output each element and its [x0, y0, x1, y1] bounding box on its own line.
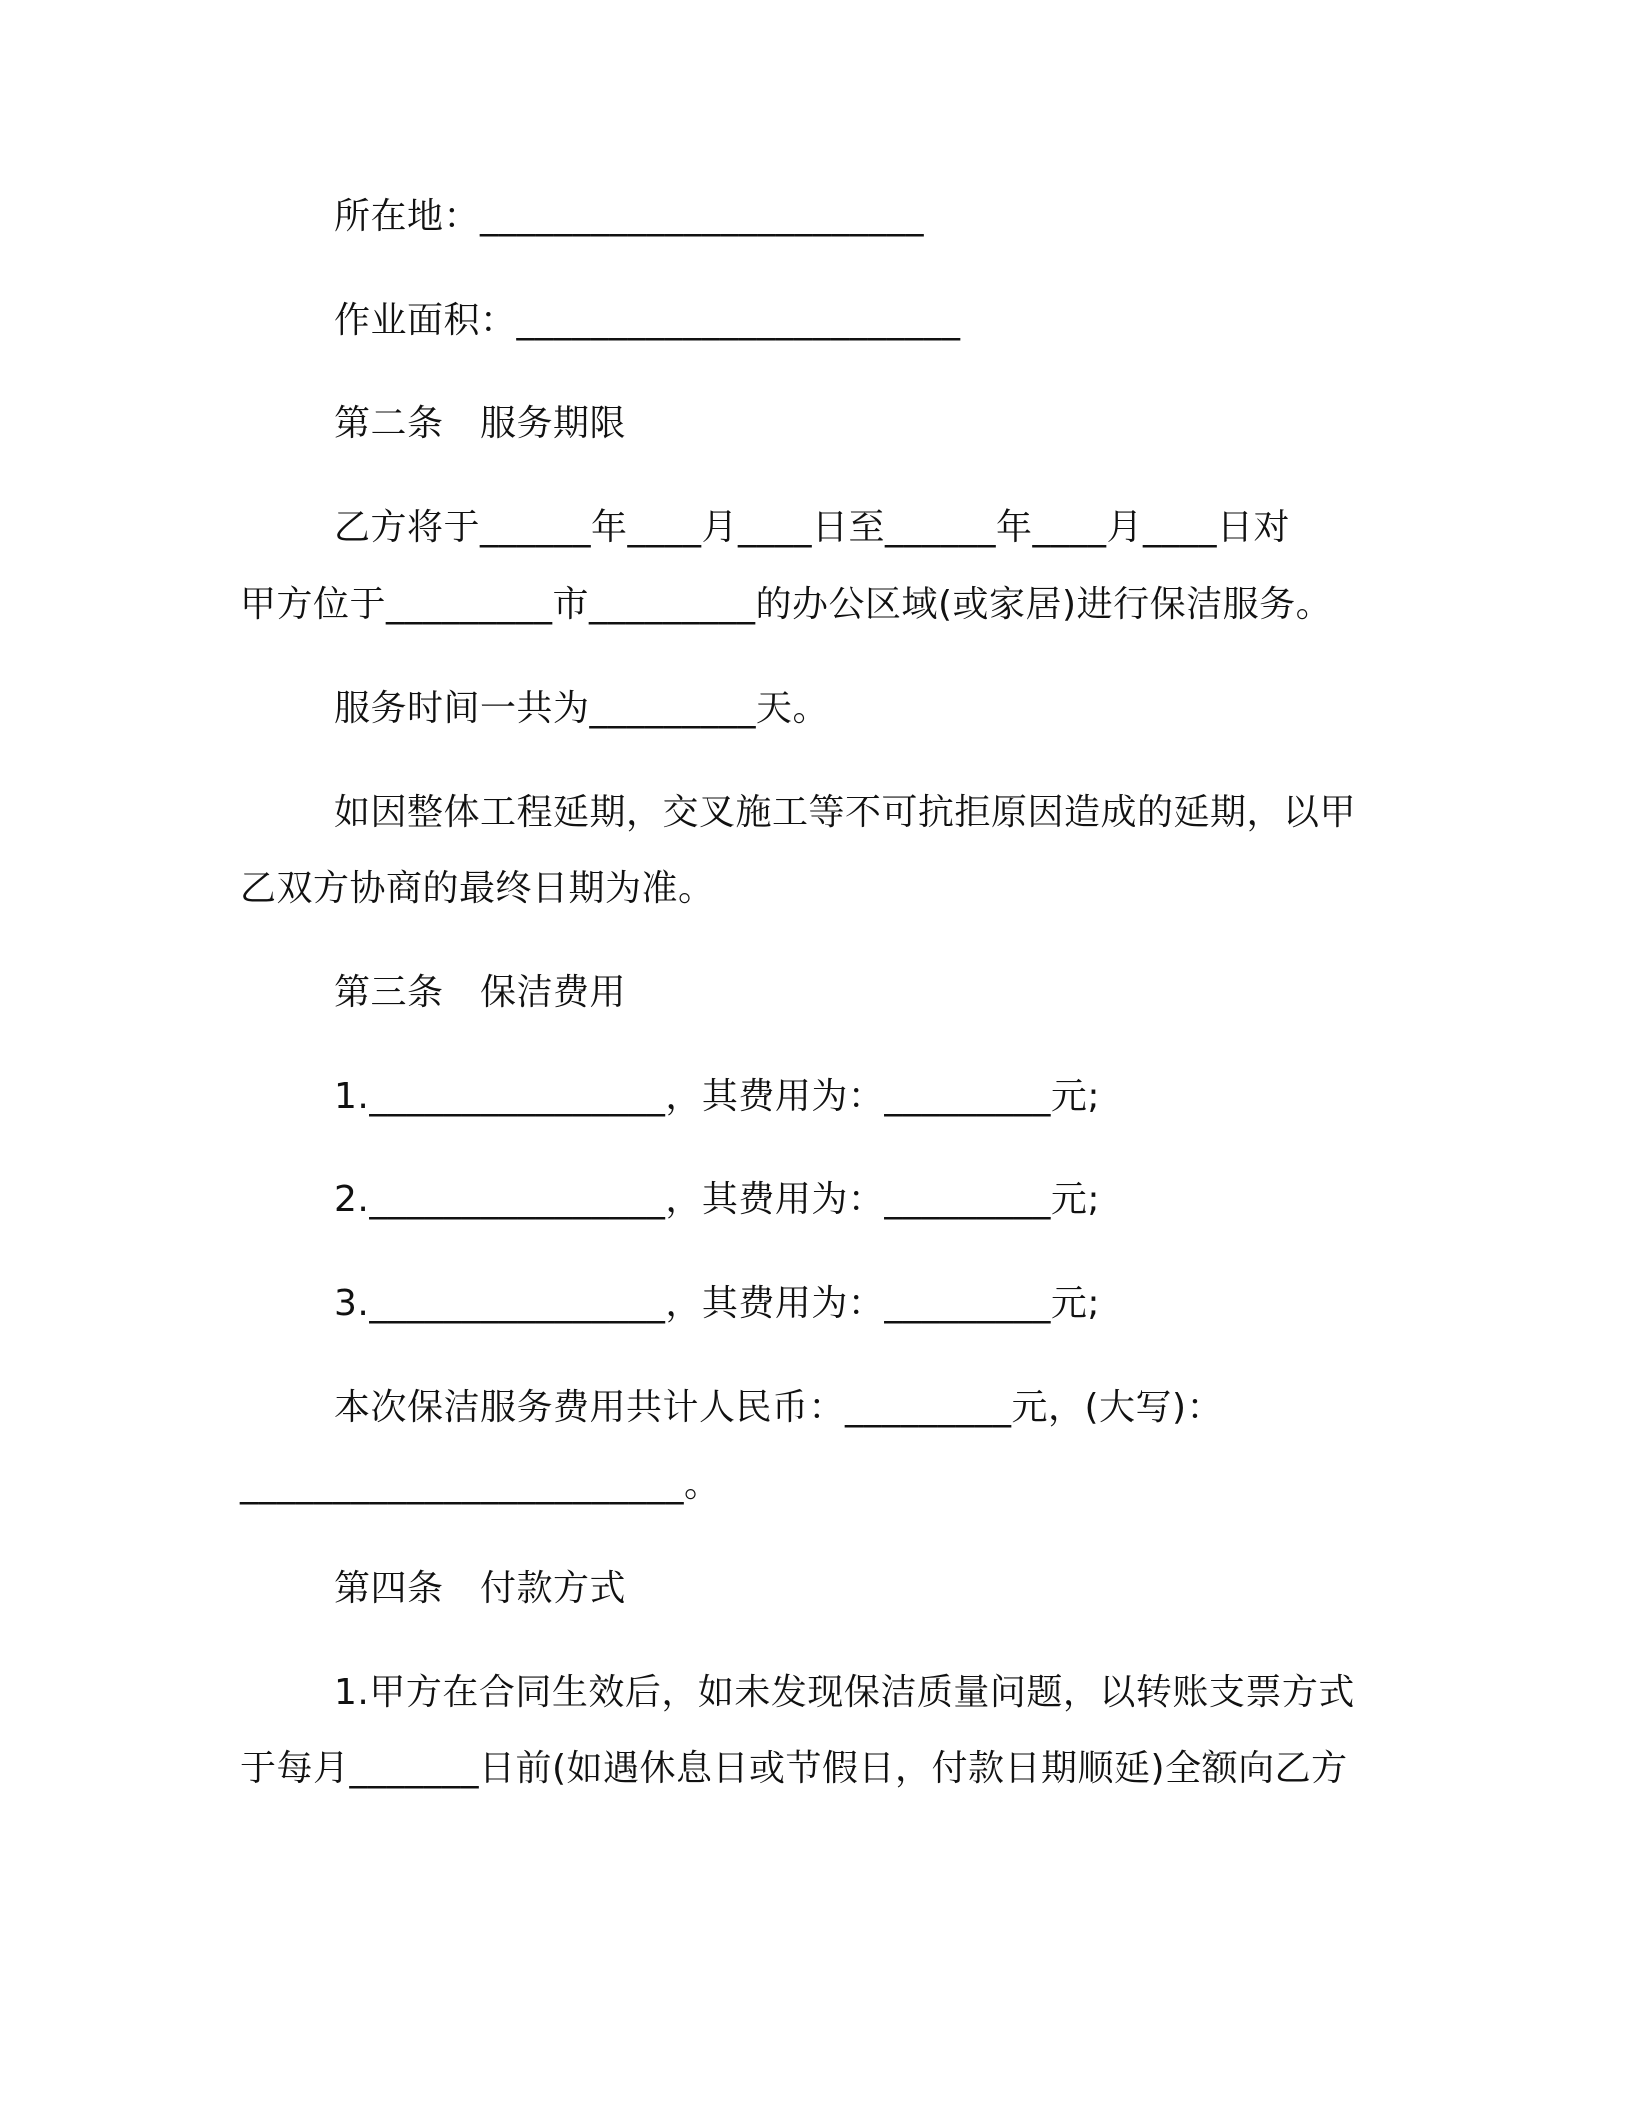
payment-clause-line-1: 1.甲方在合同生效后，如未发现保洁质量问题，以转账支票方式	[334, 1672, 1355, 1713]
delay-clause-line-2: 乙双方协商的最终日期为准。	[240, 868, 715, 909]
total-fee-line-1: 本次保洁服务费用共计人民币：_________元，(大写)：	[334, 1387, 1224, 1428]
service-days-line: 服务时间一共为_________天。	[334, 688, 830, 729]
total-fee-line-2: ________________________。	[240, 1464, 721, 1505]
article-3-heading: 第三条 保洁费用	[334, 972, 627, 1013]
payment-clause-line-2: 于每月_______日前(如遇休息日或节假日，付款日期顺延)全额向乙方	[240, 1748, 1348, 1789]
fee-item-1: 1.________________，其费用为：_________元;	[334, 1076, 1100, 1117]
fee-item-2: 2.________________，其费用为：_________元;	[334, 1179, 1100, 1220]
delay-clause-line-1: 如因整体工程延期，交叉施工等不可抗拒原因造成的延期，以甲	[334, 792, 1357, 833]
article-4-heading: 第四条 付款方式	[334, 1568, 627, 1609]
work-area-field-line: 作业面积：________________________	[334, 300, 961, 341]
service-period-line-1: 乙方将于______年____月____日至______年____月____日对	[334, 507, 1291, 548]
location-field-line: 所在地：________________________	[334, 196, 925, 237]
fee-item-3: 3.________________，其费用为：_________元;	[334, 1283, 1100, 1324]
article-2-heading: 第二条 服务期限	[334, 403, 627, 444]
service-period-line-2: 甲方位于_________市_________的办公区域(或家居)进行保洁服务。	[240, 584, 1333, 625]
